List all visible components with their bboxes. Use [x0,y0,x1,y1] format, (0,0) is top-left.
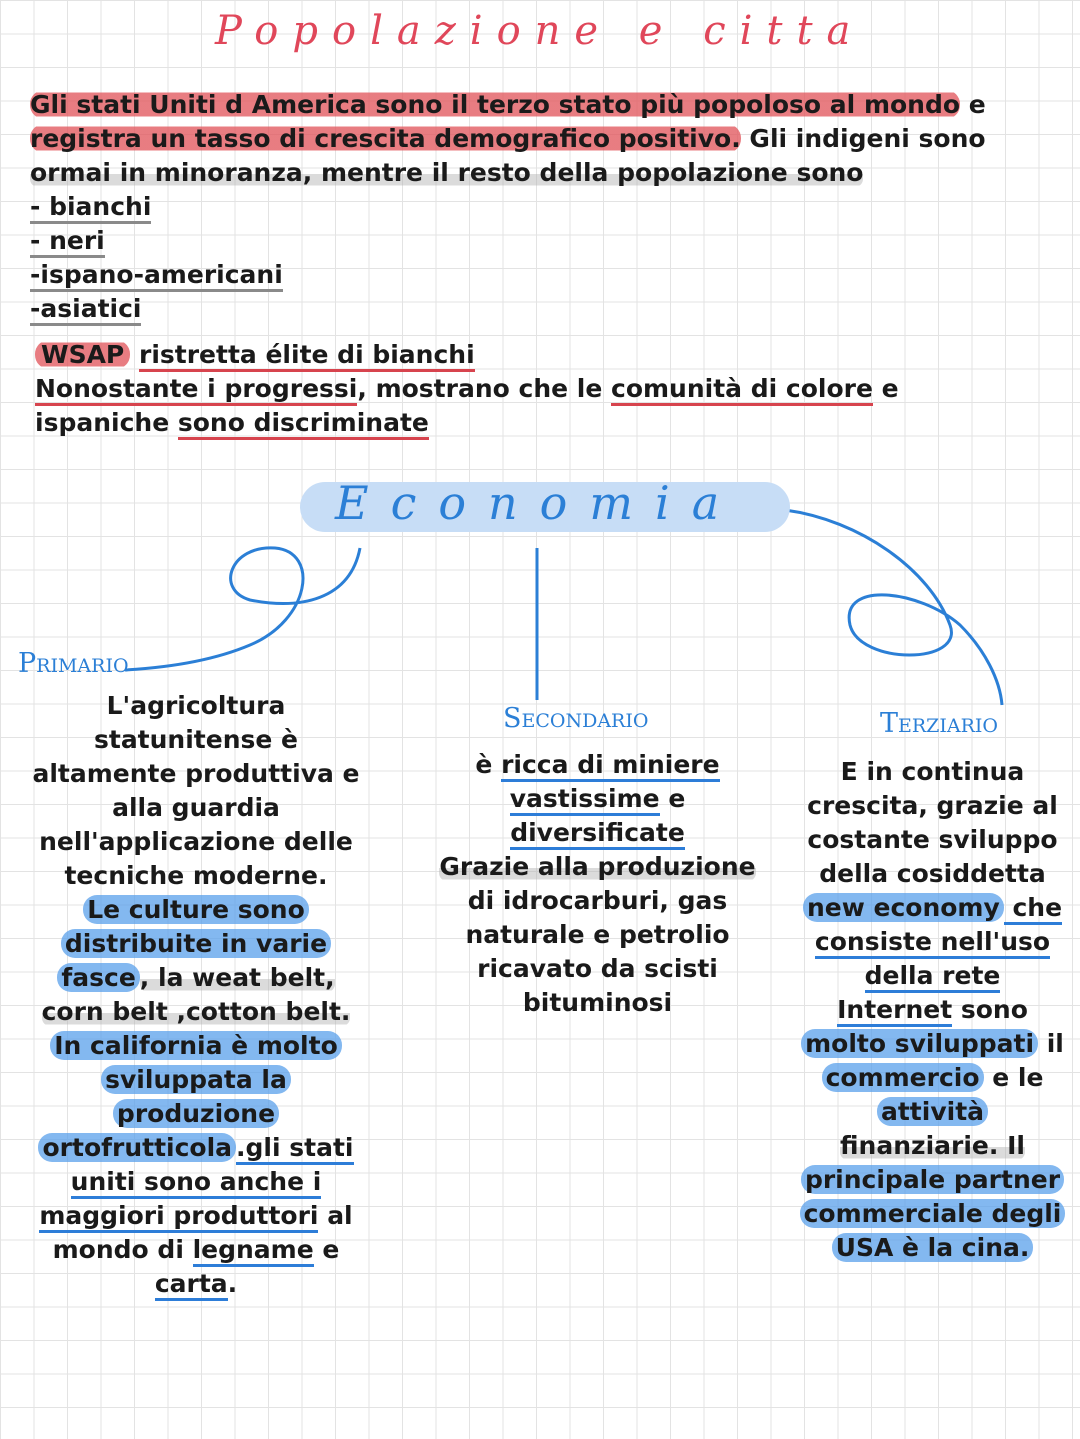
text-segment: sono [952,995,1028,1024]
highlighted-text: Le culture sono [83,895,309,924]
highlighted-text: USA è la cina. [832,1233,1034,1262]
text-segment: alla guardia [112,793,280,822]
intro-text: e [960,90,986,119]
text-line [15,995,377,1029]
text-line [15,1165,377,1199]
text-line [15,961,377,995]
text-segment: e le [983,1063,1044,1092]
group-asiatici: -asiatici [30,294,141,326]
primario-label: Primario [18,648,129,679]
underlined-text: vastissime [510,784,660,816]
intro-line-2 [30,122,986,156]
group-ispano-americani: -ispano-americani [30,260,283,292]
text-line [15,1097,377,1131]
text-line [795,1095,1070,1129]
highlighted-text: ortofrutticola [38,1133,236,1162]
list-item [30,190,986,224]
economia-title: Economia [335,476,742,530]
text-segment: mondo di [52,1235,193,1264]
group-bianchi: - bianchi [30,192,151,224]
text-line [15,1131,377,1165]
connector-terziario [785,510,1002,705]
text-line [15,859,377,893]
text-line [795,959,1070,993]
underlined-text: legname [193,1235,314,1267]
intro-line-5 [35,406,899,440]
text-segment: e [313,1235,340,1264]
text-segment: naturale e petrolio [465,920,730,949]
underlined-text: .gli stati [236,1133,353,1165]
text-line [15,893,377,927]
group-list [30,190,986,326]
text-segment: finanziarie. Il [840,1131,1025,1160]
text-line [15,1199,377,1233]
intro-highlight-2: registra un tasso di crescita demografico positivo. [30,124,741,153]
text-segment: altamente produttiva e [32,759,360,788]
primario-text [15,689,377,1301]
text-line [430,748,765,782]
text-line [15,689,377,723]
wsap-paragraph [35,338,899,440]
text-line [15,1063,377,1097]
underlined-text: ricca di miniere [501,750,720,782]
text-segment: della cosiddetta [819,859,1046,888]
text-line [795,789,1070,823]
group-neri: - neri [30,226,105,258]
underlined-text: che [1004,893,1062,925]
wsap-label: WSAP [35,340,130,369]
highlighted-text: attività [877,1097,988,1126]
intro-line-4 [35,372,899,406]
intro-text: e [872,374,899,403]
text-line [430,782,765,816]
wsap-text: ristretta élite di bianchi [139,340,475,372]
intro-line-3 [30,156,986,190]
text-line [795,857,1070,891]
text-segment: statunitense è [93,725,299,754]
underlined-text: carta [155,1269,228,1301]
highlighted-text: principale partner [801,1165,1064,1194]
highlighted-text: commercio [822,1063,984,1092]
highlighted-text: new economy [803,893,1004,922]
intro-paragraph [30,88,986,326]
text-segment: , la weat belt, [139,963,335,992]
highlighted-text: sviluppata la [101,1065,291,1094]
text-segment: . [227,1269,238,1298]
text-line [430,816,765,850]
list-item [30,292,986,326]
text-line [15,927,377,961]
underlined-text: della rete [865,961,1001,993]
text-line [430,850,765,884]
text-segment: il [1038,1029,1064,1058]
text-segment: tecniche moderne. [64,861,328,890]
text-line [795,1027,1070,1061]
underlined-text: maggiori produttori [39,1201,318,1233]
text-line [15,1029,377,1063]
wsap-line [35,338,899,372]
text-line [15,825,377,859]
text-line [795,755,1070,789]
text-segment: al [318,1201,353,1230]
text-segment: è [475,750,502,779]
intro-text: ispaniche [35,408,178,437]
underlined-text: comunità di colore [611,374,873,406]
text-segment: nell'applicazione delle [39,827,353,856]
underlined-text: consiste nell'uso [815,927,1050,959]
text-line [795,1061,1070,1095]
list-item [30,224,986,258]
text-segment: e [659,784,686,813]
text-line [795,993,1070,1027]
list-item [30,258,986,292]
text-line [15,1233,377,1267]
intro-line-1 [30,88,986,122]
underlined-text: diversificate [510,818,685,850]
underlined-text: Nonostante i progressi [35,374,357,406]
text-line [430,952,765,986]
text-line [15,791,377,825]
text-segment: bituminosi [522,988,673,1017]
text-line [430,986,765,1020]
intro-text: Gli indigeni sono [740,124,986,153]
text-line [795,1197,1070,1231]
connector-primario [125,548,360,670]
secondario-label: Secondario [503,703,649,734]
highlighted-text: commerciale degli [800,1199,1066,1228]
text-segment: crescita, grazie al [807,791,1058,820]
text-segment: L'agricoltura [106,691,286,720]
highlighted-text: produzione [113,1099,279,1128]
terziario-text [795,755,1070,1265]
text-line [430,918,765,952]
highlighted-text: molto sviluppati [801,1029,1038,1058]
intro-text: ormai in minoranza, mentre il resto della popolazione sono [30,158,864,187]
text-segment: corn belt ,cotton belt. [41,997,351,1026]
text-line [795,1129,1070,1163]
text-line [795,891,1070,925]
text-line [15,757,377,791]
text-line [795,823,1070,857]
highlighted-text: In california è molto [50,1031,342,1060]
underlined-text: Internet [837,995,952,1027]
text-segment: costante sviluppo [807,825,1058,854]
text-line [795,925,1070,959]
text-segment: Grazie alla produzione [439,852,756,881]
text-line [15,723,377,757]
text-line [15,1267,377,1301]
highlighted-text: fasce [57,963,139,992]
text-segment: ricavato da scisti [477,954,718,983]
text-line [430,884,765,918]
intro-highlight-1: Gli stati Uniti d America sono il terzo stato più popoloso al mondo [30,90,961,119]
intro-text: , mostrano che le [357,374,612,403]
text-segment: di idrocarburi, gas [467,886,728,915]
underlined-text: sono discriminate [178,408,429,440]
text-line [795,1231,1070,1265]
text-segment: E in continua [840,757,1025,786]
highlighted-text: distribuite in varie [61,929,331,958]
secondario-text [430,748,765,1020]
underlined-text: uniti sono anche i [71,1167,322,1199]
page-title: Popolazione e citta [215,8,865,54]
text-line [795,1163,1070,1197]
terziario-label: Terziario [880,708,998,739]
